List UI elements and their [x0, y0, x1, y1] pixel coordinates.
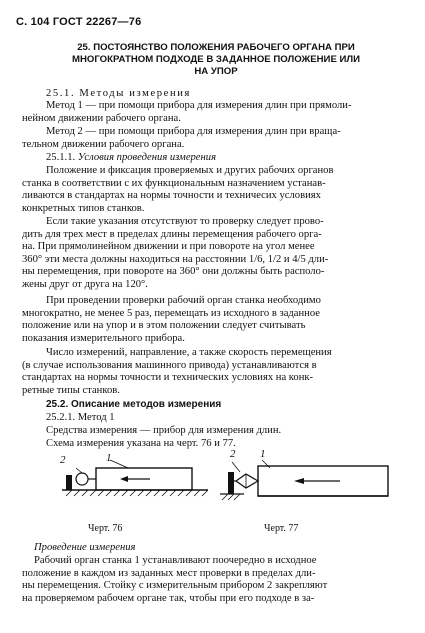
figure-77-label-2: 2: [230, 448, 236, 460]
measurement-count-paragraph: Число измерений, направление, а также скорость перемещения (в случае использования машинного привода) устанавливаются в стандартах на нормы точности и технических условиях на конк- ретные типы станков.: [22, 347, 332, 396]
subsection-25-2: 25.2. Описание методов измерения: [46, 399, 222, 410]
procedure-text: Рабочий орган станка 1 устанавливают поочередно в исходное положение в каждом из заданных мест проверки в пределах дли- ны перемещения. Стойку с измерительным прибором 2 закрепляют на проверяемом рабочем органе так, чтобы при его подходе в за-: [22, 555, 328, 604]
subsection-25-1-1: 25.1.1. Условия проведения измерения: [46, 152, 216, 163]
procedure-title: Проведение измерения: [34, 542, 136, 553]
figure-76-label-1: 1: [106, 452, 112, 464]
heading-line: 25. ПОСТОЯНСТВО ПОЛОЖЕНИЯ РАБОЧЕГО ОРГАНА ПРИ: [77, 42, 355, 53]
procedure-paragraph: При проведении проверки рабочий орган станка необходимо многократно, не менее 5 раз, перемещать из исходного в заданное положение или на упор и в этом положении следует считывать показания измерительного прибора.: [22, 295, 321, 344]
method-1-paragraph: Метод 1 — при помощи прибора для измерения длин при прямоли- нейном движении рабочего органа.: [22, 100, 352, 124]
conditions-paragraph: Положение и фиксация проверяемых и других рабочих органов станка в соответствии с их функциональным назначением устанав- ливаются в стандартах на нормы точности и техничесих условиях конкретных типов станков.: [22, 165, 334, 214]
method-2-paragraph: Метод 2 — при помощи прибора для измерения длин при враща- тельном движении рабочего органа.: [22, 126, 341, 150]
page-header: С. 104 ГОСТ 22267—76: [16, 16, 142, 28]
figure-76-caption: Черт. 76: [88, 523, 123, 534]
heading-line: МНОГОКРАТНОМ ПОДХОДЕ В ЗАДАННОЕ ПОЛОЖЕНИЕ ИЛИ: [71, 54, 361, 65]
instruments-line: Средства измерения — прибор для измерения длин.: [46, 425, 282, 436]
subsection-25-2-1: 25.2.1. Метод 1: [46, 412, 115, 423]
figure-77-drawing: [218, 458, 393, 506]
scheme-line: Схема измерения указана на черт. 76 и 77.: [46, 438, 236, 449]
figure-77-caption: Черт. 77: [264, 523, 299, 534]
subsection-25-1: 25.1. Методы измерения: [46, 88, 191, 99]
locations-paragraph: Если такие указания отсутствуют то проверку следует прово- дить для трех мест в пределах длины перемещения рабочего орга- на. При прямолинейном движении и при повороте на угол менее 360° эти места должны находиться на расстоянии 1/6, 1/2 и 4/5 дли- ны перемещения, при повороте на 360° они должны быть располо- жены друг от друга на 120°.: [22, 216, 329, 290]
figure-76-label-2: 2: [60, 454, 66, 466]
section-heading: [46, 42, 386, 78]
heading-line: НА УПОР: [194, 66, 238, 77]
figure-77-label-1: 1: [260, 448, 266, 460]
